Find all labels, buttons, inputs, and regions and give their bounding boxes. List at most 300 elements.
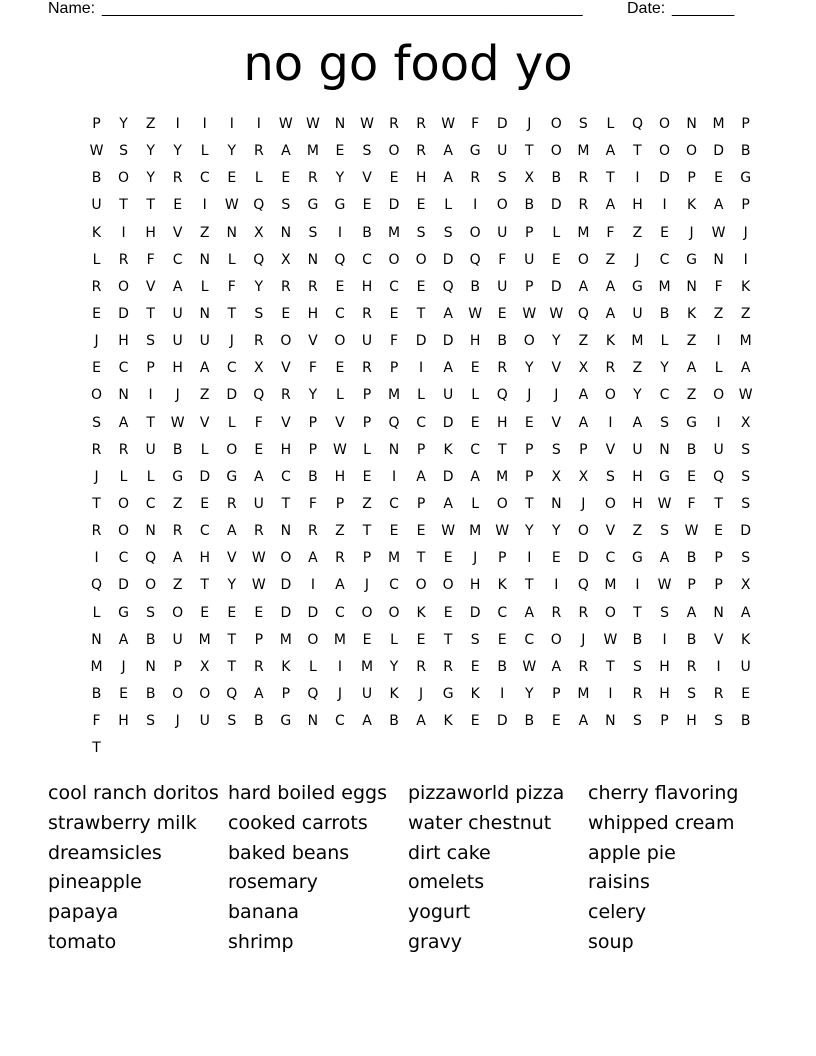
grid-letter: H xyxy=(659,685,670,702)
grid-letter: A xyxy=(713,197,724,214)
grid-letter: N xyxy=(280,523,292,540)
grid-letter: Q xyxy=(253,251,265,268)
grid-letter: P xyxy=(416,495,426,512)
grid-letter: X xyxy=(524,170,535,187)
grid-letter: P xyxy=(173,658,182,675)
grid-letter: N xyxy=(145,658,156,675)
grid-letter: S xyxy=(660,523,669,540)
grid-letter: T xyxy=(119,197,128,214)
grid-letter: H xyxy=(469,577,481,594)
grid-letter: N xyxy=(118,387,129,404)
grid-letter: I xyxy=(608,685,613,702)
grid-letter: T xyxy=(606,170,615,187)
grid-letter: H xyxy=(415,170,427,187)
word-list-item: yogurt xyxy=(408,901,471,924)
grid-letter: T xyxy=(200,577,209,594)
grid-letter: K xyxy=(443,441,453,458)
grid-letter: O xyxy=(713,387,725,404)
grid-letter: Y xyxy=(335,170,345,187)
grid-letter: Z xyxy=(199,387,210,404)
grid-letter: Y xyxy=(389,658,399,675)
grid-letter: Y xyxy=(660,360,669,377)
grid-letter: J xyxy=(229,333,234,350)
grid-letter: D xyxy=(280,604,292,621)
grid-letter: V xyxy=(551,360,562,377)
grid-letter: P xyxy=(714,550,723,567)
grid-letter: S xyxy=(660,604,669,621)
grid-letter: E xyxy=(200,604,210,621)
grid-letter: Y xyxy=(119,116,128,132)
grid-letter: I xyxy=(608,414,613,431)
grid-letter: U xyxy=(632,305,643,322)
grid-letter: F xyxy=(687,495,696,512)
grid-letter: G xyxy=(686,414,697,431)
grid-letter: N xyxy=(605,713,616,730)
grid-letter: E xyxy=(227,604,237,621)
grid-letter: Q xyxy=(226,685,238,702)
grid-letter: E xyxy=(470,360,480,377)
grid-letter: Y xyxy=(146,170,155,187)
grid-letter: G xyxy=(280,713,292,730)
name-blank[interactable]: ______________________________________________________ xyxy=(102,0,583,17)
grid-letter: U xyxy=(361,685,373,702)
grid-letter: L xyxy=(471,387,480,404)
grid-letter: K xyxy=(686,305,697,322)
grid-letter: C xyxy=(389,278,399,295)
grid-letter: A xyxy=(281,143,291,160)
grid-letter: H xyxy=(496,414,508,431)
grid-letter: A xyxy=(443,305,453,322)
grid-letter: F xyxy=(471,116,480,132)
grid-letter: E xyxy=(416,631,426,648)
grid-letter: O xyxy=(469,224,481,241)
grid-letter: O xyxy=(118,495,130,512)
grid-letter: N xyxy=(686,116,697,132)
grid-letter: Z xyxy=(686,333,697,350)
grid-letter: D xyxy=(550,197,562,214)
grid-letter: T xyxy=(524,143,534,160)
name-date-line xyxy=(48,0,748,20)
grid-letter: O xyxy=(577,523,589,540)
grid-letter: V xyxy=(605,441,616,458)
grid-letter: I xyxy=(310,577,315,594)
grid-letter: O xyxy=(118,278,130,295)
grid-letter: E xyxy=(227,170,237,187)
grid-letter: Q xyxy=(442,278,454,295)
grid-letter: P xyxy=(308,414,318,431)
grid-letter: I xyxy=(716,333,721,350)
grid-letter: W xyxy=(522,658,537,675)
grid-letter: D xyxy=(415,333,427,350)
grid-letter: X xyxy=(199,658,210,675)
grid-letter: Q xyxy=(334,251,346,268)
grid-letter: B xyxy=(551,170,562,187)
grid-letter: N xyxy=(388,441,400,458)
grid-letter: Q xyxy=(631,116,643,132)
grid-letter: V xyxy=(335,414,345,431)
grid-letter: S xyxy=(687,685,696,702)
word-list-item: pineapple xyxy=(48,871,142,894)
grid-letter: Y xyxy=(227,577,237,594)
grid-letter: P xyxy=(741,197,750,214)
grid-letter: D xyxy=(550,278,562,295)
grid-letter: A xyxy=(578,387,589,404)
grid-letter: P xyxy=(525,224,534,241)
grid-letter: D xyxy=(280,577,292,594)
grid-letter: E xyxy=(497,631,507,648)
grid-letter: E xyxy=(119,685,128,702)
grid-letter: M xyxy=(90,658,103,675)
grid-letter: Y xyxy=(524,523,534,540)
grid-letter: S xyxy=(281,197,291,214)
grid-letter: N xyxy=(145,523,156,540)
grid-letter: P xyxy=(335,495,345,512)
grid-letter: P xyxy=(281,685,291,702)
word-list-item: tomato xyxy=(48,930,117,953)
grid-letter: J xyxy=(581,495,586,512)
grid-letter: O xyxy=(388,251,400,268)
grid-letter: R xyxy=(335,550,345,567)
grid-letter: W xyxy=(360,116,374,132)
grid-letter: T xyxy=(146,305,155,322)
grid-letter: A xyxy=(335,577,345,594)
grid-letter: F xyxy=(227,278,236,295)
grid-letter: A xyxy=(199,360,210,377)
grid-letter: O xyxy=(280,333,292,350)
grid-letter: J xyxy=(121,658,126,675)
grid-letter: H xyxy=(469,333,481,350)
grid-letter: S xyxy=(119,143,129,160)
grid-letter: C xyxy=(172,251,183,268)
grid-letter: S xyxy=(741,441,751,458)
grid-letter: P xyxy=(525,468,534,485)
grid-letter: I xyxy=(554,577,559,594)
grid-letter: J xyxy=(94,333,99,350)
grid-letter: C xyxy=(659,251,670,268)
grid-letter: B xyxy=(254,713,264,730)
grid-letter: E xyxy=(389,305,399,322)
grid-letter: C xyxy=(118,360,129,377)
word-list-item: banana xyxy=(228,901,300,924)
date-label: Date: xyxy=(627,0,666,17)
grid-letter: D xyxy=(442,468,454,485)
grid-letter: B xyxy=(362,224,372,241)
grid-letter: O xyxy=(550,143,562,160)
grid-letter: S xyxy=(470,631,480,648)
grid-letter: O xyxy=(496,197,508,214)
grid-letter: A xyxy=(605,143,616,160)
word-list-item: cooked carrots xyxy=(228,811,368,834)
grid-letter: P xyxy=(308,441,318,458)
grid-letter: M xyxy=(577,685,590,702)
grid-letter: Z xyxy=(199,224,210,241)
grid-letter: K xyxy=(470,685,480,702)
grid-letter: R xyxy=(686,658,697,675)
grid-letter: M xyxy=(279,631,292,648)
word-list-item: papaya xyxy=(48,901,119,924)
grid-letter: W xyxy=(738,387,753,404)
grid-letter: O xyxy=(91,387,103,404)
grid-letter: S xyxy=(416,224,426,241)
grid-letter: B xyxy=(740,713,751,730)
grid-letter: N xyxy=(199,305,210,322)
grid-letter: F xyxy=(498,251,507,268)
grid-letter: D xyxy=(442,414,454,431)
grid-letter: A xyxy=(226,523,237,540)
grid-letter: M xyxy=(198,631,211,648)
grid-letter: N xyxy=(199,251,210,268)
grid-letter: P xyxy=(687,170,696,187)
grid-letter: I xyxy=(337,224,343,241)
grid-letter: R xyxy=(578,658,589,675)
word-list-item: shrimp xyxy=(228,930,294,953)
grid-letter: P xyxy=(552,685,561,702)
grid-letter: R xyxy=(443,658,453,675)
grid-letter: R xyxy=(91,523,102,540)
grid-letter: D xyxy=(577,550,589,567)
grid-letter: M xyxy=(387,224,401,241)
grid-letter: J xyxy=(94,468,99,485)
grid-letter: Z xyxy=(713,305,724,322)
grid-letter: N xyxy=(226,224,237,241)
grid-letter: R xyxy=(253,523,264,540)
grid-letter: C xyxy=(335,713,345,730)
grid-letter: S xyxy=(146,333,156,350)
grid-letter: N xyxy=(713,251,724,268)
grid-letter: W xyxy=(305,116,320,132)
grid-letter: T xyxy=(633,604,642,621)
grid-letter: A xyxy=(578,713,589,730)
grid-letter: U xyxy=(199,333,210,350)
grid-letter: O xyxy=(658,143,671,160)
grid-letter: U xyxy=(497,224,508,241)
grid-letter: X xyxy=(740,414,751,431)
grid-letter: U xyxy=(253,495,264,512)
grid-letter: C xyxy=(226,360,237,377)
grid-letter: T xyxy=(146,197,155,214)
grid-letter: R xyxy=(578,604,589,621)
grid-letter: O xyxy=(604,604,616,621)
grid-letter: S xyxy=(633,713,642,730)
grid-letter: O xyxy=(307,631,319,648)
grid-letter: U xyxy=(497,143,508,160)
grid-letter: T xyxy=(416,550,426,567)
grid-letter: N xyxy=(307,251,319,268)
grid-letter: I xyxy=(256,116,261,132)
grid-letter: A xyxy=(632,414,643,431)
grid-letter: E xyxy=(714,170,724,187)
grid-letter: B xyxy=(91,170,102,187)
grid-letter: E xyxy=(497,305,507,322)
grid-letter: U xyxy=(199,713,210,730)
grid-letter: R xyxy=(470,170,481,187)
grid-letter: Q xyxy=(145,550,157,567)
grid-letter: Z xyxy=(605,251,616,268)
grid-letter: A xyxy=(172,550,183,567)
grid-letter: O xyxy=(658,116,671,132)
grid-letter: L xyxy=(363,441,371,458)
grid-letter: O xyxy=(550,631,562,648)
grid-letter: V xyxy=(172,224,183,241)
grid-letter: I xyxy=(175,116,180,132)
grid-letter: T xyxy=(524,577,534,594)
word-list-item: strawberry milk xyxy=(48,811,197,834)
grid-letter: W xyxy=(441,116,456,132)
grid-letter: J xyxy=(554,387,559,404)
grid-letter: M xyxy=(387,550,401,567)
date-blank[interactable]: _______ xyxy=(672,0,735,17)
grid-letter: V xyxy=(145,278,156,295)
grid-letter: A xyxy=(362,713,372,730)
word-list-item: rosemary xyxy=(228,871,318,894)
grid-letter: L xyxy=(227,414,236,431)
grid-letter: M xyxy=(604,577,617,594)
grid-letter: G xyxy=(469,143,481,160)
grid-letter: H xyxy=(334,468,346,485)
grid-letter: G xyxy=(632,550,643,567)
grid-letter: W xyxy=(657,577,672,594)
grid-letter: L xyxy=(92,604,101,621)
grid-letter: G xyxy=(442,685,454,702)
word-list-item: baked beans xyxy=(228,841,350,864)
grid-letter: U xyxy=(713,441,724,458)
grid-letter: Y xyxy=(227,143,237,160)
grid-letter: R xyxy=(578,170,589,187)
grid-letter: N xyxy=(551,495,562,512)
grid-letter: A xyxy=(308,550,318,567)
grid-letter: T xyxy=(146,414,155,431)
grid-letter: A xyxy=(254,685,264,702)
grid-letter: G xyxy=(686,251,697,268)
grid-letter: G xyxy=(740,170,752,187)
grid-letter: L xyxy=(200,278,209,295)
grid-letter: O xyxy=(118,170,130,187)
grid-letter: Y xyxy=(633,387,642,404)
grid-letter: P xyxy=(525,441,534,458)
grid-letter: E xyxy=(416,278,426,295)
grid-letter: U xyxy=(443,387,454,404)
grid-letter: W xyxy=(495,523,510,540)
grid-letter: W xyxy=(278,116,293,132)
grid-letter: G xyxy=(118,604,129,621)
grid-letter: V xyxy=(226,550,237,567)
grid-letter: E xyxy=(416,523,426,540)
grid-letter: R xyxy=(605,360,616,377)
grid-letter: Z xyxy=(172,495,183,512)
grid-letter: X xyxy=(281,251,291,268)
grid-letter: E xyxy=(92,360,101,377)
grid-letter: M xyxy=(739,333,752,350)
grid-letter: V xyxy=(551,414,562,431)
grid-letter: W xyxy=(684,523,699,540)
grid-letter: N xyxy=(334,116,346,132)
grid-letter: E xyxy=(470,414,480,431)
grid-letter: O xyxy=(604,387,616,404)
grid-letter: D xyxy=(740,523,752,540)
grid-letter: X xyxy=(740,577,751,594)
grid-letter: Z xyxy=(740,305,751,322)
grid-letter: A xyxy=(416,713,426,730)
grid-letter: Y xyxy=(308,387,318,404)
grid-letter: Y xyxy=(146,143,155,160)
grid-letter: F xyxy=(254,414,263,431)
grid-letter: F xyxy=(308,360,317,377)
grid-letter: Q xyxy=(253,197,265,214)
grid-letter: Z xyxy=(335,523,345,540)
grid-letter: X xyxy=(551,468,562,485)
grid-letter: D xyxy=(388,197,400,214)
grid-letter: T xyxy=(362,523,372,540)
grid-letter: G xyxy=(226,468,238,485)
grid-letter: P xyxy=(687,577,696,594)
grid-letter: J xyxy=(419,685,424,702)
grid-letter: H xyxy=(199,550,210,567)
grid-letter: O xyxy=(280,550,292,567)
grid-letter: I xyxy=(743,251,748,268)
grid-letter: F xyxy=(714,278,723,295)
grid-letter: R xyxy=(416,116,426,132)
grid-letter: W xyxy=(89,143,104,160)
grid-letter: F xyxy=(92,713,101,730)
grid-letter: C xyxy=(659,387,670,404)
grid-letter: E xyxy=(173,197,183,214)
grid-letter: P xyxy=(741,116,750,132)
grid-letter: D xyxy=(713,143,724,160)
grid-letter: J xyxy=(527,116,532,132)
grid-letter: O xyxy=(388,143,400,160)
grid-letter: Q xyxy=(496,387,508,404)
grid-letter: E xyxy=(389,523,399,540)
grid-letter: N xyxy=(659,441,670,458)
grid-letter: A xyxy=(443,170,453,187)
grid-letter: W xyxy=(251,577,266,594)
grid-letter: R xyxy=(551,604,562,621)
grid-letter: I xyxy=(121,224,126,241)
grid-letter: H xyxy=(172,360,183,377)
grid-letter: C xyxy=(199,170,210,187)
grid-letter: Q xyxy=(91,577,103,594)
grid-letter: D xyxy=(118,305,129,322)
grid-letter: K xyxy=(686,197,697,214)
grid-letter: C xyxy=(280,468,291,485)
grid-letter: T xyxy=(281,495,291,512)
grid-letter: M xyxy=(333,631,346,648)
grid-letter: K xyxy=(605,333,615,350)
grid-letter: B xyxy=(91,685,102,702)
grid-letter: O xyxy=(334,333,346,350)
grid-letter: R xyxy=(362,360,372,377)
grid-letter: K xyxy=(741,278,751,295)
grid-letter: O xyxy=(361,604,373,621)
grid-letter: W xyxy=(251,550,266,567)
grid-letter: R xyxy=(308,278,318,295)
grid-letter: E xyxy=(443,550,453,567)
grid-letter: C xyxy=(335,305,345,322)
grid-letter: I xyxy=(419,360,424,377)
grid-letter: B xyxy=(389,713,399,730)
word-list-item: apple pie xyxy=(588,841,676,864)
grid-letter: S xyxy=(741,468,751,485)
grid-letter: F xyxy=(308,495,317,512)
word-list-item: dreamsicles xyxy=(48,841,162,864)
grid-letter: O xyxy=(496,495,508,512)
grid-letter: O xyxy=(523,333,535,350)
grid-letter: I xyxy=(473,197,478,214)
grid-letter: S xyxy=(362,143,372,160)
grid-letter: P xyxy=(146,360,155,377)
grid-letter: O xyxy=(415,251,427,268)
grid-letter: R xyxy=(362,305,372,322)
